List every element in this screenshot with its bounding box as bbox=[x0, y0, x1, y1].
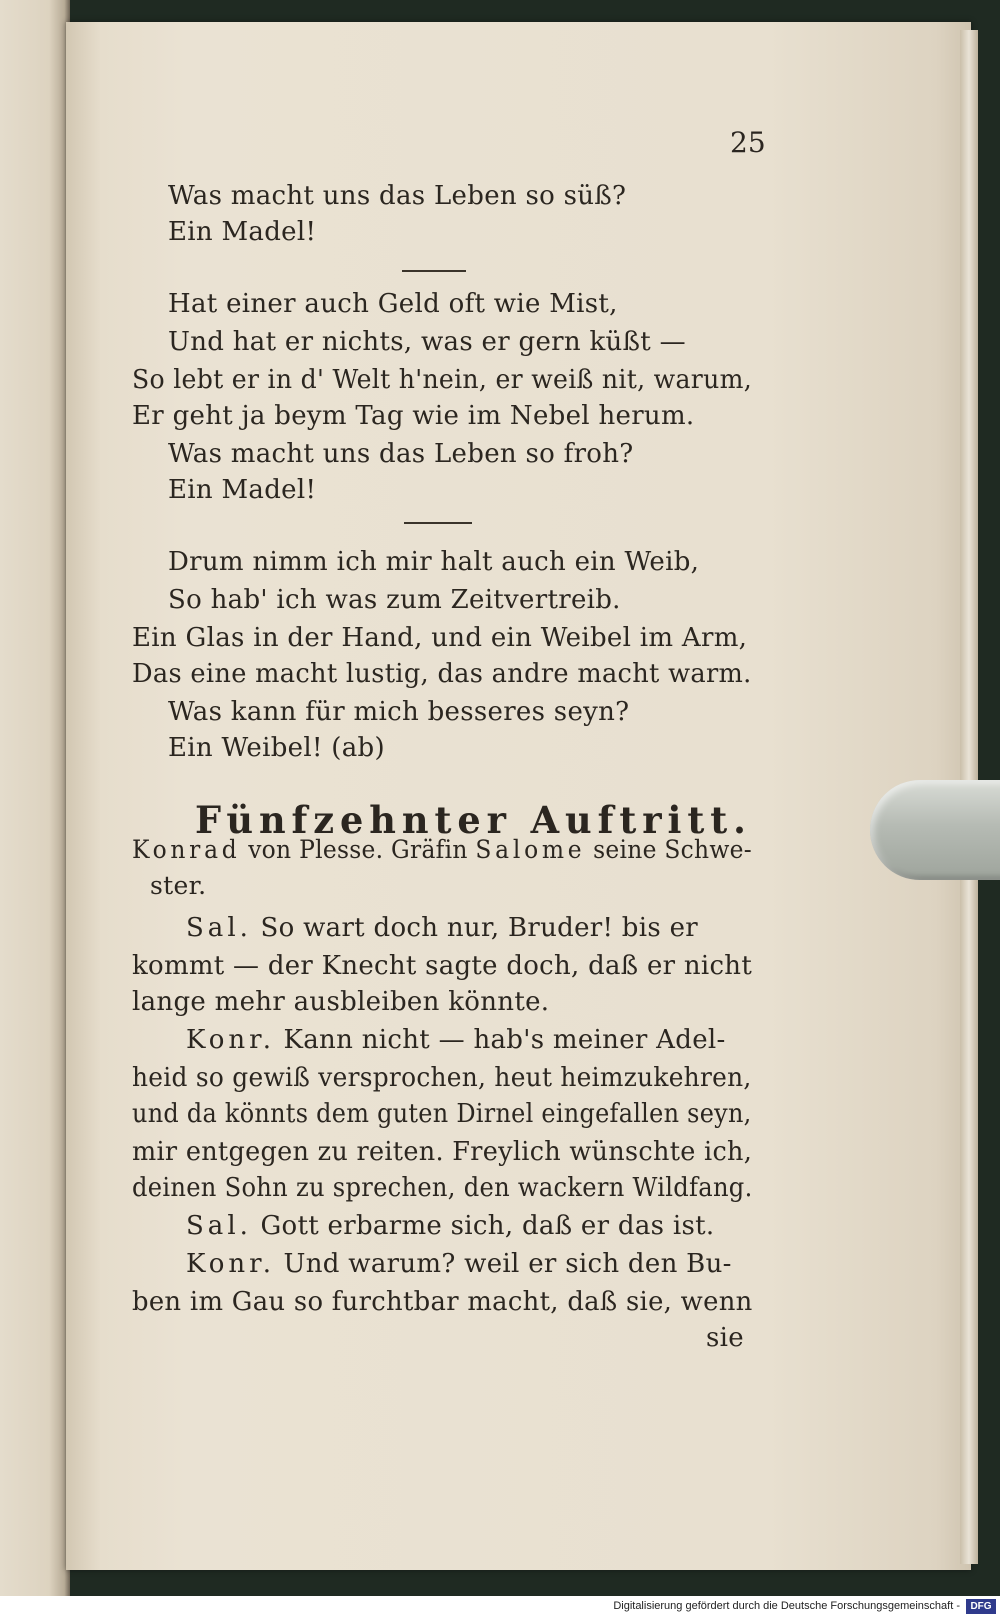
scene-heading: Fünfzehnter Auftritt. bbox=[195, 798, 752, 842]
verse-line: Was macht uns das Leben so süß? bbox=[168, 181, 627, 211]
dialogue-line bbox=[186, 1210, 714, 1242]
verse-line: Er geht ja beym Tag wie im Nebel herum. bbox=[132, 401, 695, 431]
persons-line: ster. bbox=[150, 871, 207, 900]
verse-line: Was kann für mich besseres seyn? bbox=[168, 697, 630, 727]
verse-line: So lebt er in d' Welt h'nein, er weiß nit, warum, bbox=[132, 365, 752, 395]
verse-line: Ein Glas in der Hand, und ein Weibel im Arm, bbox=[132, 623, 748, 653]
persons-text: seine Schwe- bbox=[585, 835, 752, 864]
persons-text: von Plesse. Gräfin bbox=[240, 835, 476, 864]
verse-line: Was macht uns das Leben so froh? bbox=[168, 439, 634, 469]
dialogue-text: Und warum? weil er sich den Bu- bbox=[274, 1249, 732, 1279]
dialogue-text: So wart doch nur, Bruder! bis er bbox=[251, 913, 698, 943]
funding-notice: Digitalisierung gefördert durch die Deutsche Forschungsgemeinschaft - bbox=[613, 1600, 960, 1612]
verse-line: Ein Madel! bbox=[168, 217, 317, 247]
speaker-name: Sal. bbox=[186, 1211, 252, 1241]
catchword: sie bbox=[706, 1323, 744, 1353]
section-divider bbox=[404, 522, 472, 524]
dialogue-line: ben im Gau so furchtbar macht, daß sie, wenn bbox=[132, 1287, 753, 1317]
verse-line: Hat einer auch Geld oft wie Mist, bbox=[168, 289, 618, 319]
verse-line: So hab' ich was zum Zeitvertreib. bbox=[168, 585, 621, 615]
verse-line: Ein Madel! bbox=[168, 475, 317, 505]
dialogue-line bbox=[186, 912, 698, 944]
section-divider bbox=[402, 270, 466, 272]
dialogue-line: lange mehr ausbleiben könnte. bbox=[132, 987, 550, 1017]
dialogue-line: deinen Sohn zu sprechen, den wackern Wildfang. bbox=[132, 1173, 753, 1203]
page-number: 25 bbox=[730, 126, 766, 159]
verse-line: Drum nimm ich mir halt auch ein Weib, bbox=[168, 547, 700, 577]
persons-line bbox=[132, 834, 752, 866]
verse-line: Das eine macht lustig, das andre macht warm. bbox=[132, 659, 752, 689]
verse-line: Ein Weibel! (ab) bbox=[168, 733, 385, 763]
dialogue-line: und da könnts dem guten Dirnel eingefallen seyn, bbox=[132, 1099, 752, 1129]
speaker-name: Konr. bbox=[186, 1025, 275, 1055]
dialogue-line: mir entgegen zu reiten. Freylich wünschte ich, bbox=[132, 1137, 753, 1167]
verse-line: Und hat er nichts, was er gern küßt — bbox=[168, 327, 686, 357]
dialogue-text: Kann nicht — hab's meiner Adel- bbox=[274, 1025, 726, 1055]
dialogue-line bbox=[186, 1024, 726, 1056]
dialogue-line: kommt — der Knecht sagte doch, daß er nicht bbox=[132, 951, 753, 981]
speaker-name: Sal. bbox=[186, 913, 252, 943]
person-name: Konrad bbox=[132, 835, 241, 864]
person-name: Salome bbox=[475, 835, 586, 864]
speaker-name: Konr. bbox=[186, 1249, 275, 1279]
footer-bar bbox=[0, 1596, 1000, 1618]
dfg-logo: DFG bbox=[966, 1599, 996, 1614]
dialogue-line bbox=[186, 1248, 732, 1280]
dialogue-text: Gott erbarme sich, daß er das ist. bbox=[251, 1211, 715, 1241]
dialogue-line: heid so gewiß versprochen, heut heimzukehren, bbox=[132, 1063, 752, 1093]
